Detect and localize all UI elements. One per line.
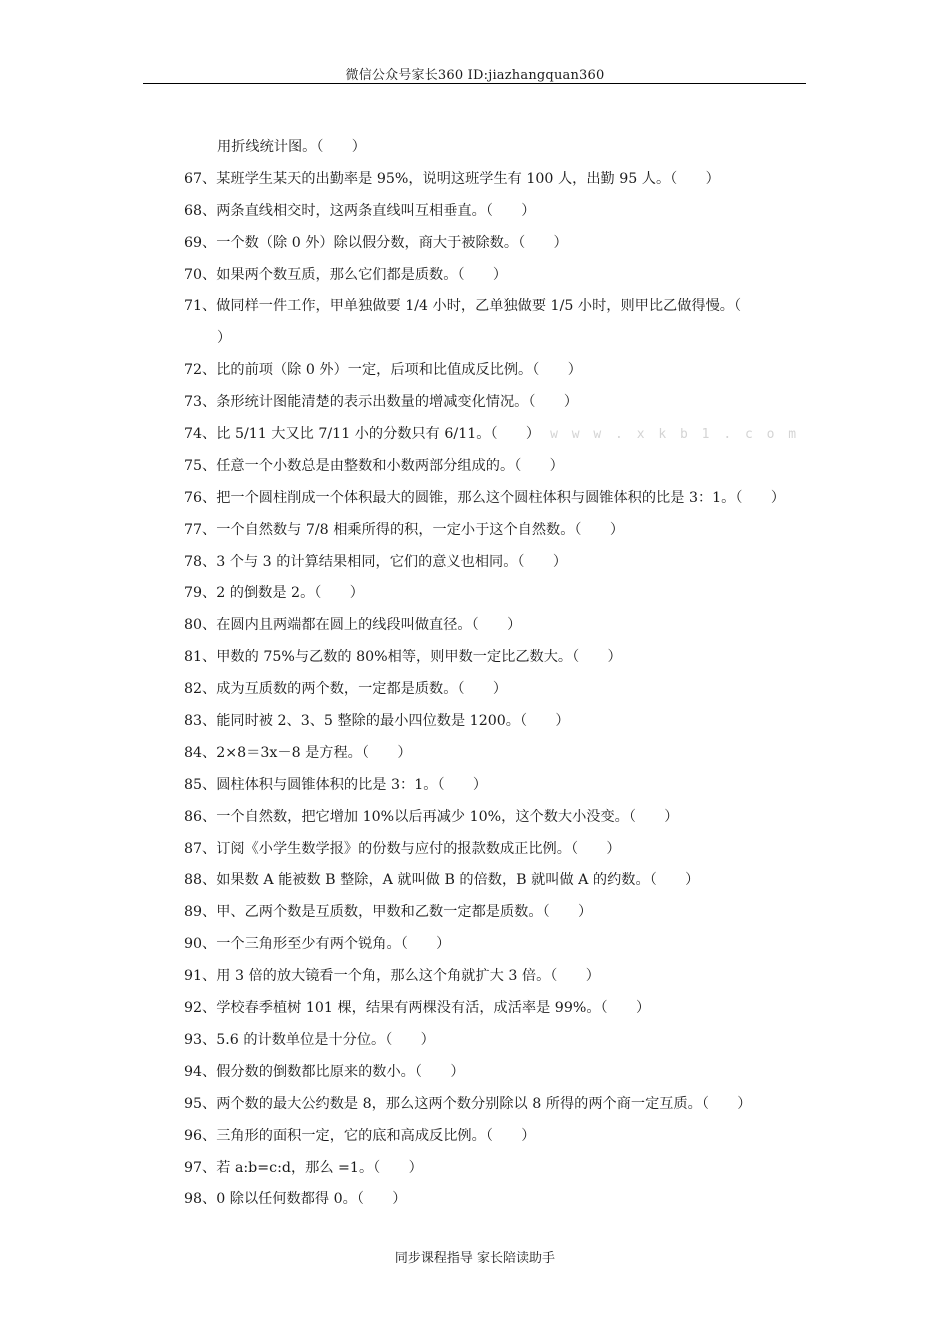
question-text: 70、如果两个数互质，那么它们都是质数。（ ） (184, 266, 508, 283)
question-item (184, 897, 814, 929)
question-text: 67、某班学生某天的出勤率是 95%，说明这班学生有 100 人，出勤 95 人。（ ） (184, 170, 720, 187)
question-text: 90、一个三角形至少有两个锐角。（ ） (184, 936, 451, 953)
question-continuation (184, 323, 814, 355)
question-item (184, 1153, 814, 1185)
question-text: 89、甲、乙两个数是互质数，甲数和乙数一定都是质数。（ ） (184, 904, 593, 921)
question-item (184, 834, 814, 866)
question-item (184, 419, 814, 451)
question-text: 83、能同时被 2、3、5 整除的最小四位数是 1200。（ ） (184, 713, 570, 730)
question-item (184, 929, 814, 961)
question-text: 71、做同样一件工作，甲单独做要 1/4 小时，乙单独做要 1/5 小时，则甲比乙做得慢。（ (184, 298, 742, 315)
header-divider (143, 83, 806, 84)
question-item (184, 642, 814, 674)
question-item (184, 260, 814, 292)
question-text: 80、在圆内且两端都在圆上的线段叫做直径。（ ） (184, 617, 522, 634)
question-text: 87、订阅《小学生数学报》的份数与应付的报款数成正比例。（ ） (184, 840, 621, 857)
question-text: 98、0 除以任何数都得 0。（ ） (184, 1191, 407, 1208)
question-item (184, 1057, 814, 1089)
question-text: 81、甲数的 75%与乙数的 80%相等，则甲数一定比乙数大。（ ） (184, 649, 622, 666)
question-text: 84、2×8＝3x－8 是方程。（ ） (184, 744, 412, 761)
question-text: 97、若 a:b=c:d，那么 =1。（ ） (184, 1159, 423, 1176)
question-text: ） (217, 330, 232, 347)
question-item (184, 706, 814, 738)
question-text: 92、学校春季植树 101 棵，结果有两棵没有活，成活率是 99%。（ ） (184, 1000, 651, 1017)
question-item (184, 674, 814, 706)
question-item (184, 1184, 814, 1216)
page-header: 微信公众号家长360 ID:jiazhangquan360 (345, 68, 605, 83)
question-item (184, 291, 814, 323)
question-item (184, 451, 814, 483)
question-text: 88、如果数 A 能被数 B 整除，A 就叫做 B 的倍数，B 就叫做 A 的约数。（ ） (184, 872, 700, 889)
question-item (184, 993, 814, 1025)
question-text: 82、成为互质数的两个数，一定都是质数。（ ） (184, 681, 508, 698)
question-item (184, 483, 814, 515)
question-text: 68、两条直线相交时，这两条直线叫互相垂直。（ ） (184, 202, 536, 219)
question-item (184, 547, 814, 579)
question-text: 91、用 3 倍的放大镜看一个角，那么这个角就扩大 3 倍。（ ） (184, 968, 600, 985)
question-item (184, 578, 814, 610)
question-text: 85、圆柱体积与圆锥体积的比是 3：1。（ ） (184, 776, 488, 793)
question-text: 86、一个自然数，把它增加 10%以后再减少 10%，这个数大小没变。（ ） (184, 808, 679, 825)
question-item (184, 355, 814, 387)
question-text: 95、两个数的最大公约数是 8，那么这两个数分别除以 8 所得的两个商一定互质。（ ） (184, 1095, 752, 1112)
question-item (184, 164, 814, 196)
question-text: 69、一个数（除 0 外）除以假分数，商大于被除数。（ ） (184, 234, 568, 251)
question-list (184, 132, 814, 1216)
question-text: 94、假分数的倒数都比原来的数小。（ ） (184, 1063, 465, 1080)
question-text: 79、2 的倒数是 2。（ ） (184, 585, 364, 602)
question-item (184, 610, 814, 642)
question-text: 用折线统计图。（ ） (217, 139, 366, 155)
question-item (184, 228, 814, 260)
question-item (184, 387, 814, 419)
question-text: 75、任意一个小数总是由整数和小数两部分组成的。（ ） (184, 457, 564, 474)
question-text: 93、5.6 的计数单位是十分位。（ ） (184, 1031, 435, 1048)
question-text: 77、一个自然数与 7/8 相乘所得的积，一定小于这个自然数。（ ） (184, 521, 625, 538)
question-item (184, 802, 814, 834)
question-item (184, 1121, 814, 1153)
question-text: 78、3 个与 3 的计算结果相同，它们的意义也相同。（ ） (184, 553, 568, 570)
question-item (184, 196, 814, 228)
question-continuation (184, 132, 814, 164)
question-item (184, 738, 814, 770)
question-item (184, 865, 814, 897)
question-item (184, 770, 814, 802)
page-footer: 同步课程指导 家长陪读助手 (394, 1251, 556, 1266)
question-item (184, 1025, 814, 1057)
question-text: 76、把一个圆柱削成一个体积最大的圆锥，那么这个圆柱体积与圆锥体积的比是 3：1。（ ） (184, 489, 786, 506)
question-text: 72、比的前项（除 0 外）一定，后项和比值成反比例。（ ） (184, 362, 582, 379)
question-text: 73、条形统计图能清楚的表示出数量的增减变化情况。（ ） (184, 394, 579, 411)
question-item (184, 515, 814, 547)
question-item (184, 961, 814, 993)
question-text: 96、三角形的面积一定，它的底和高成反比例。（ ） (184, 1127, 536, 1144)
watermark-text: w w w . x k b 1 . c o m (550, 427, 800, 443)
question-item (184, 1089, 814, 1121)
question-text: 74、比 5/11 大又比 7/11 小的分数只有 6/11。（ ） (184, 426, 541, 443)
